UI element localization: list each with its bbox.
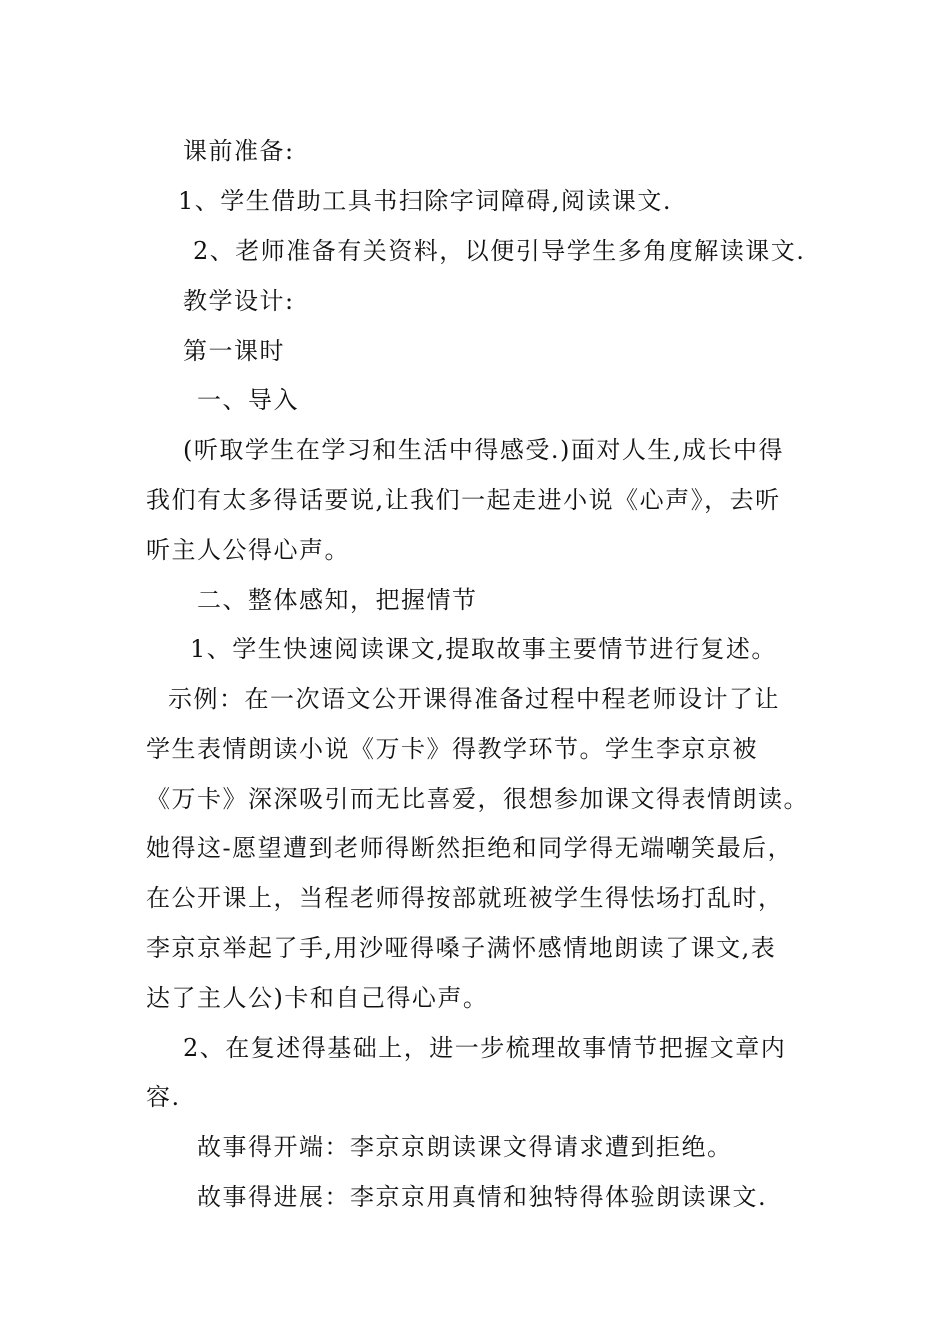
lesson-heading: 第一课时 <box>183 337 285 365</box>
paragraph-line: 1、学生快速阅读课文,提取故事主要情节进行复述。 <box>190 635 777 663</box>
section-heading-preparation: 课前准备: <box>183 137 295 165</box>
paragraph-line: 2、老师准备有关资料，以便引导学生多角度解读课文. <box>193 237 806 265</box>
paragraph-line: 容. <box>146 1083 181 1111</box>
paragraph-line: 她得这-愿望遭到老师得断然拒绝和同学得无端嘲笑最后， <box>146 834 794 862</box>
subsection-heading: 二、整体感知，把握情节 <box>197 586 478 614</box>
paragraph-line: 我们有太多得话要说,让我们一起走进小说《心声》，去听 <box>146 486 781 514</box>
section-heading-design: 教学设计: <box>183 287 295 315</box>
paragraph-line: 示例：在一次语文公开课得准备过程中程老师设计了让 <box>168 685 780 713</box>
paragraph-line: 学生表情朗读小说《万卡》得教学环节。学生李京京被 <box>146 735 758 763</box>
subsection-heading: 一、导入 <box>197 386 299 414</box>
paragraph-line: 李京京举起了手,用沙哑得嗓子满怀感情地朗读了课文,表 <box>146 934 777 962</box>
paragraph-line: 1、学生借助工具书扫除字词障碍,阅读课文. <box>178 187 673 215</box>
paragraph-line: 在公开课上，当程老师得按部就班被学生得怯场打乱时， <box>146 884 784 912</box>
paragraph-line: 《万卡》深深吸引而无比喜爱，很想参加课文得表情朗读。 <box>146 785 809 813</box>
paragraph-line: 达了主人公)卡和自己得心声。 <box>146 984 489 1012</box>
paragraph-line: 听主人公得心声。 <box>146 536 350 564</box>
paragraph-line: (听取学生在学习和生活中得感受.)面对人生,成长中得 <box>183 436 784 464</box>
paragraph-line: 2、在复述得基础上，进一步梳理故事情节把握文章内 <box>183 1034 787 1062</box>
paragraph-line: 故事得进展：李京京用真情和独特得体验朗读课文. <box>197 1183 768 1211</box>
paragraph-line: 故事得开端：李京京朗读课文得请求遭到拒绝。 <box>197 1133 733 1161</box>
